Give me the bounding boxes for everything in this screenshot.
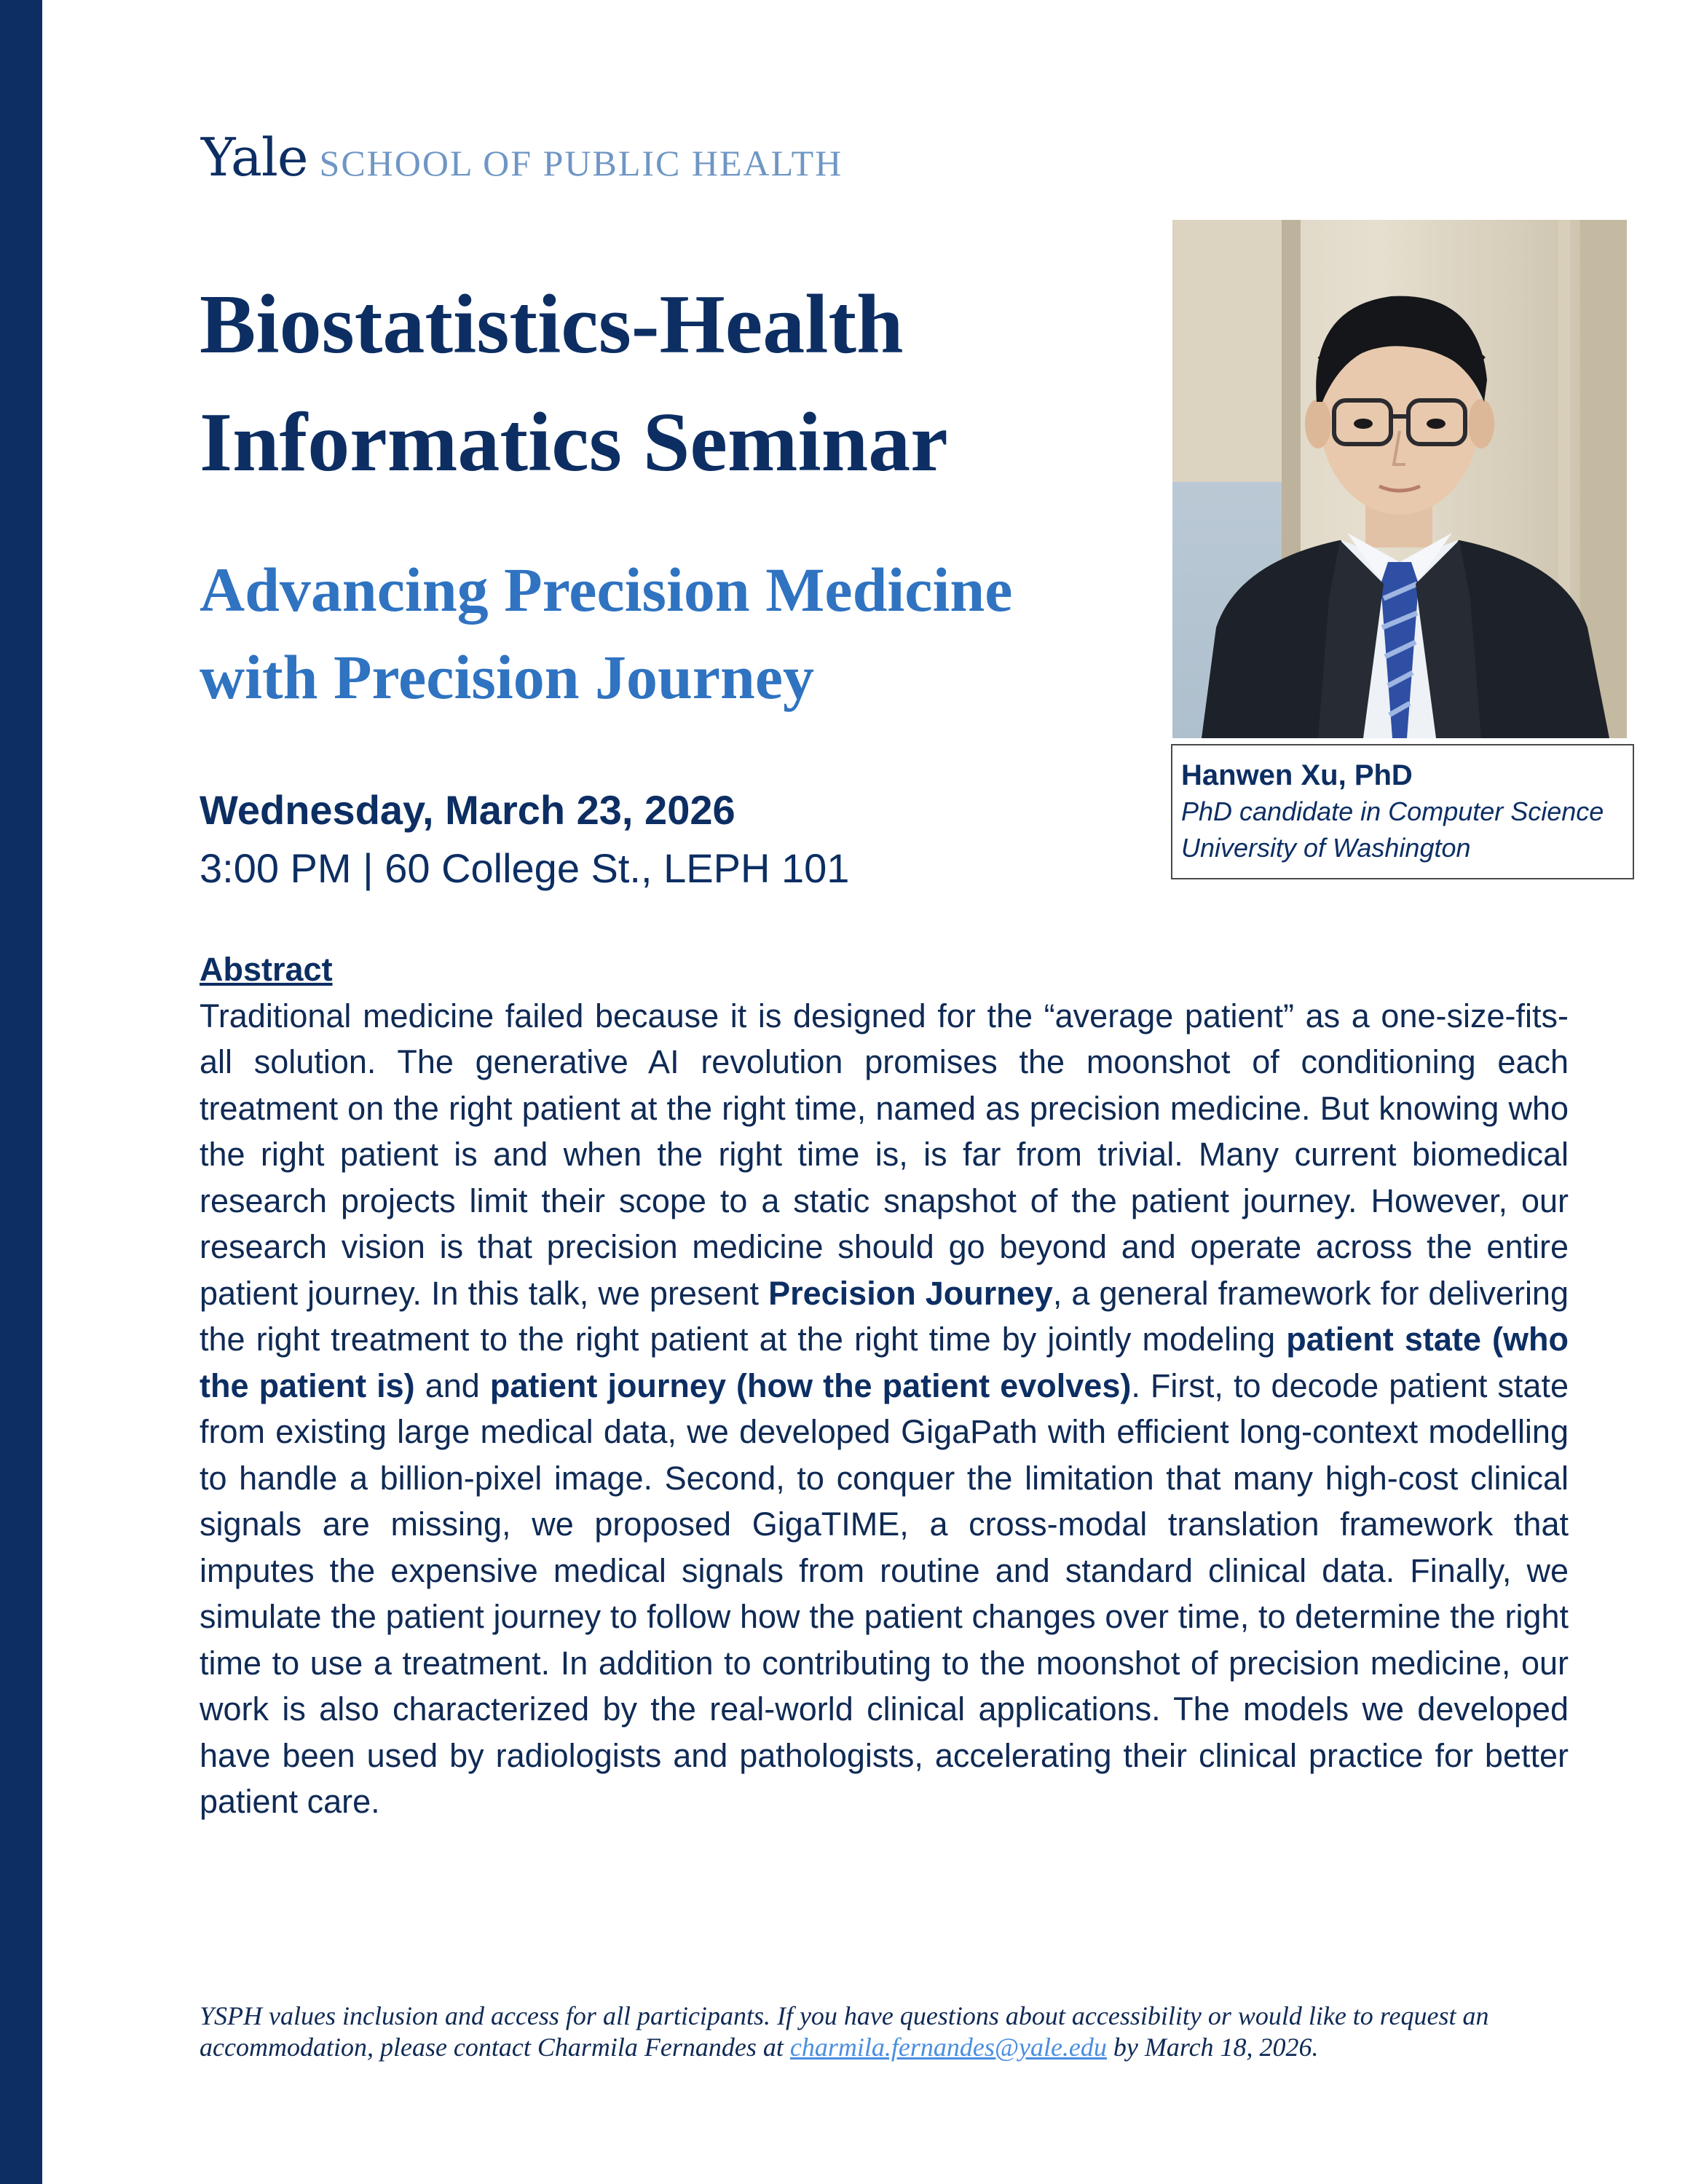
- abstract-bold-framework: Precision Journey: [768, 1274, 1053, 1312]
- abstract-text: Traditional medicine failed because it is designed for the “average patient” as a one-size-fits-all solution. The generative AI revolution promises the moonshot of conditioning each treatment on the right patient at the right time, named as precision medicine. But knowing who the right patient is and when the right time is, is far from trivial. Many current biomedical research projects limit their scope to a static snapshot of the patient journey. However, our research vision is that precision medicine should go beyond and operate across the entire patient journey. In this talk, we present: [200, 997, 1569, 1312]
- speaker-name: Hanwen Xu, PhD: [1181, 759, 1413, 791]
- event-date: Wednesday, March 23, 2026: [200, 787, 735, 833]
- left-accent-bar: [0, 0, 42, 2184]
- abstract-section: [200, 946, 1569, 1825]
- abstract-body: [200, 993, 1569, 1825]
- contact-email-link[interactable]: charmila.fernandes@yale.edu: [789, 2033, 1107, 2062]
- abstract-bold-patient-state: patient state (who the patient is): [200, 1321, 1569, 1404]
- speaker-photo: [1172, 220, 1627, 738]
- yale-logo: [201, 127, 843, 188]
- abstract-heading: Abstract: [200, 951, 333, 988]
- logo-school-name: SCHOOL OF PUBLIC HEALTH: [319, 143, 843, 183]
- abstract-bold-patient-journey: patient journey (how the patient evolves): [489, 1366, 1132, 1404]
- footer-text: YSPH values inclusion and access for all participants. If you have questions about accessibility or would like to request an accommodation, please contact Charmila Fernandes at: [200, 2001, 1489, 2062]
- speaker-info-box: [1171, 744, 1634, 879]
- talk-title: Advancing Precision Medicine with Precision Journey: [200, 555, 1013, 712]
- seminar-title: Biostatistics-Health Informatics Seminar: [200, 278, 948, 489]
- abstract-text: . First, to decode patient state from existing large medical data, we developed GigaPath with efficient long-context modelling to handle a billion-pixel image. Second, to conquer the limitation that many high-cost clinical signals are missing, we proposed GigaTIME, a cross-modal translation framework that imputes the expensive medical signals from routine and standard clinical data. Finally, we simulate the patient journey to follow how the patient changes over time, to determine the right time to use a treatment. In addition to contributing to the moonshot of precision medicine, our work is also characterized by the real-world clinical applications. The models we developed have been used by radiologists and pathologists, accelerating their clinical practice for better patient care.: [200, 1366, 1569, 1820]
- event-time-location: 3:00 PM | 60 College St., LEPH 101: [200, 845, 850, 891]
- footer-deadline: by March 18, 2026.: [1106, 2033, 1319, 2062]
- abstract-text: , a general framework for delivering the right treatment to the right patient at the right time by jointly modeling: [200, 1274, 1569, 1358]
- logo-yale-wordmark: Yale: [201, 127, 308, 188]
- abstract-text: and: [414, 1366, 490, 1404]
- speaker-position: PhD candidate in Computer Science: [1181, 796, 1604, 826]
- speaker-affiliation: University of Washington: [1181, 833, 1471, 863]
- accessibility-footer: [200, 2001, 1583, 2063]
